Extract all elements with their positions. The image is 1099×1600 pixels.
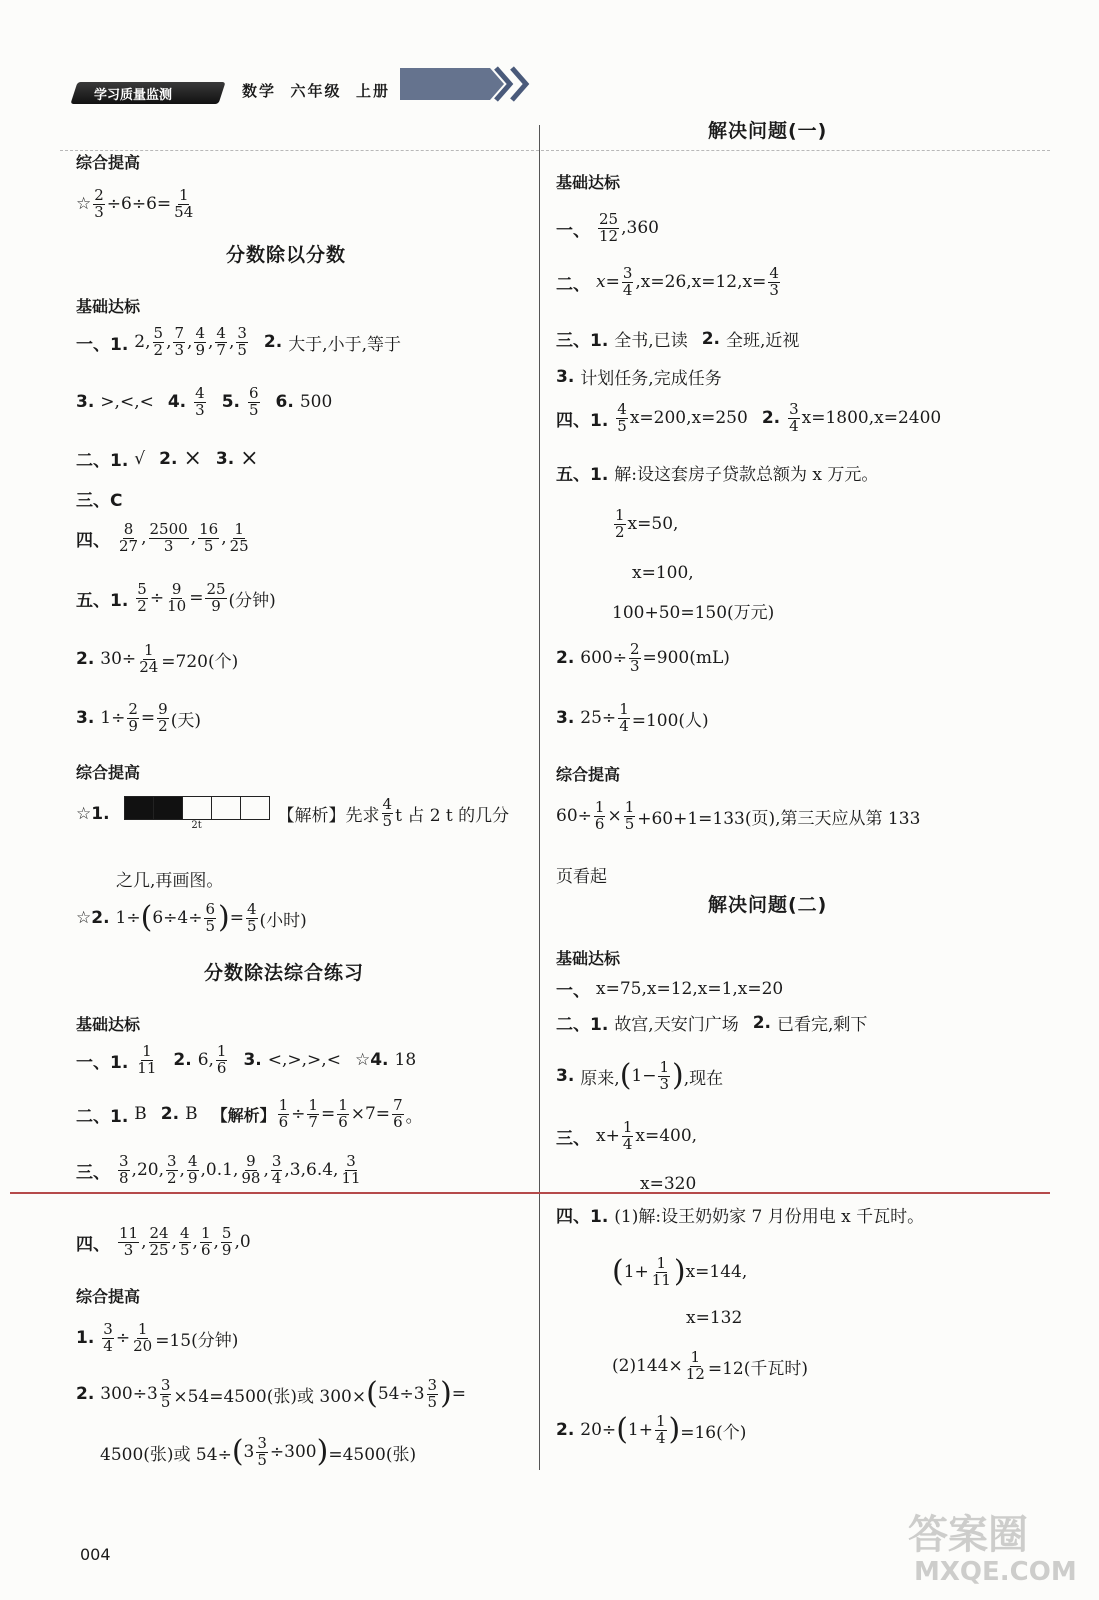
- cross-icon: ×: [240, 446, 259, 471]
- answer-line: 一、1. $\frac{1}{11}$ 2. 6, $\frac{1}{6}$ 3. <,>,>,< ☆4. 18: [76, 1042, 417, 1077]
- answer-line: 二、1. 故宫,天安门广场 2. 已看完,剩下: [556, 1012, 868, 1035]
- answer-line: 3. 25÷ $\frac{1}{4}$ =100(人): [556, 700, 709, 735]
- cross-icon: ×: [183, 446, 202, 471]
- answer-line: 一、1. 2, $\frac{5}{2}$ , $\frac{7}{3}$ , $\frac{4}{9}$ , $\frac{4}{7}$ , $\frac{3}{5}$ 2. 大于,小于,等于: [76, 324, 401, 359]
- answer-line: x=320: [640, 1174, 697, 1194]
- answer-line: 三、1. 全书,已读 2. 全班,近视: [556, 328, 800, 351]
- answer-line: 4500(张)或 54÷ ( 3 $\frac{3}{5}$ ÷300 ) =4500(张): [100, 1434, 417, 1470]
- answer-line: 2. 20÷ ( 1+ $\frac{1}{4}$ ) =16(个): [556, 1412, 747, 1448]
- answer-line: ( 1+ $\frac{1}{11}$ ) x=144,: [612, 1254, 748, 1290]
- answer-line: 五、1. 解:设这套房子贷款总额为 x 万元。: [556, 465, 879, 485]
- answer-line: 3. 1÷ $\frac{2}{9}$ = $\frac{9}{2}$ (天): [76, 700, 201, 735]
- watermark-title: 答案圈: [908, 1512, 1028, 1558]
- answer-line: 四、1. (1)解:设王奶奶家 7 月份用电 x 千瓦时。: [556, 1207, 925, 1227]
- answer-line: 一、 $\frac{25}{12}$ ,360: [556, 210, 659, 245]
- section-title: 分数除法综合练习: [204, 962, 365, 984]
- section-heading: 基础达标: [556, 173, 621, 192]
- answer-line: 2. 600÷ $\frac{2}{3}$ =900(mL): [556, 640, 730, 675]
- left-column: [0, 0, 540, 1600]
- section-heading: 基础达标: [76, 297, 141, 316]
- watermark-url: MXQE.COM: [914, 1557, 1077, 1587]
- page-number: 004: [80, 1545, 111, 1564]
- fraction: $\frac{2}{3}$: [94, 186, 104, 221]
- answer-line: 二、 x= $\frac{3}{4}$ ,x=26,x=12,x= $\frac{4}{3}$: [556, 264, 779, 299]
- answer-line: ☆2. 1÷ ( 6÷4÷ $\frac{6}{5}$ ) = $\frac{4}{5}$ (小时): [76, 900, 307, 936]
- answer-line: 四、 $\frac{11}{3}$ , $\frac{24}{25}$ , $\frac{4}{5}$ , $\frac{1}{6}$ , $\frac{5}{9}$ ,0: [76, 1224, 251, 1259]
- answer-line: $\frac{1}{2}$ x=50,: [615, 506, 679, 541]
- tape-diagram: 2t: [124, 796, 270, 831]
- section-heading: 基础达标: [76, 1015, 141, 1034]
- answer-line: 页看起: [556, 867, 607, 887]
- answer-line: 二、1. √ 2. × 3. ×: [76, 446, 259, 471]
- watermark-logo: [900, 1500, 1090, 1590]
- header-grade: 六年级: [290, 82, 342, 100]
- star-icon: ☆: [76, 194, 92, 215]
- answer-line: 五、1. $\frac{5}{2}$ ÷ $\frac{9}{10}$ = $\frac{25}{9}$ (分钟): [76, 580, 276, 615]
- section-heading: 综合提高: [76, 1287, 141, 1306]
- answer-line: 100+50=150(万元): [612, 603, 775, 623]
- answer-line: (2)144× $\frac{1}{12}$ =12(千瓦时): [612, 1348, 809, 1383]
- answer-line: 1. $\frac{3}{4}$ ÷ $\frac{1}{20}$ =15(分钟): [76, 1320, 239, 1355]
- fraction: $\frac{1}{54}$: [174, 186, 194, 221]
- section-heading: 综合提高: [76, 763, 141, 782]
- answer-line: 3. 计划任务,完成任务: [556, 366, 722, 389]
- section-title: 解决问题(二): [708, 894, 828, 916]
- answer-line: 四、1. $\frac{4}{5}$ x=200,x=250 2. $\frac{3}{4}$ x=1800,x=2400: [556, 400, 942, 435]
- answer-line: ☆1. 2t 【解析】先求 $\frac{4}{5}$ t 占 2 t 的几分: [76, 795, 510, 831]
- answer-line: x=132: [686, 1308, 743, 1328]
- header-subject: 数学: [242, 82, 277, 100]
- header-series: 学习质量监测: [94, 88, 173, 103]
- check-icon: √: [134, 448, 146, 469]
- section-title: 解决问题(一): [708, 120, 828, 142]
- answer-line: 3. 原来, ( 1− $\frac{1}{3}$ ) ,现在: [556, 1058, 724, 1094]
- answer-line: 60÷ $\frac{1}{6}$ × $\frac{1}{5}$ +60+1=133(页),第三天应从第 133: [556, 798, 921, 833]
- answer-line: 2. 300÷3 $\frac{3}{5}$ ×54=4500(张)或 300× ( 54÷3 $\frac{3}{5}$ ) =: [76, 1376, 467, 1412]
- answer-line: 四、 $\frac{8}{27}$ , $\frac{2500}{3}$ , $\frac{16}{5}$ , $\frac{1}{25}$: [76, 520, 249, 555]
- section-heading: 综合提高: [76, 153, 141, 172]
- answer-line: x=100,: [632, 563, 694, 583]
- answer-line: 2. 30÷ $\frac{1}{24}$ =720(个): [76, 641, 239, 676]
- answer-line: 3. >,<,< 4. $\frac{4}{3}$ 5. $\frac{6}{5}$ 6. 500: [76, 384, 333, 419]
- answer-line: 三、C: [76, 491, 123, 511]
- answer-line: 二、1. B 2. B 【解析】 $\frac{1}{6}$ ÷ $\frac{1}{7}$ = $\frac{1}{6}$ ×7= $\frac{7}{6}$ 。: [76, 1096, 423, 1131]
- section-heading: 综合提高: [556, 765, 621, 784]
- section-heading: 基础达标: [556, 949, 621, 968]
- answer-line: 一、 x=75,x=12,x=1,x=20: [556, 978, 784, 1001]
- right-column: [540, 0, 1099, 1600]
- answer-line: 之几,再画图。: [116, 871, 224, 891]
- section-title: 分数除以分数: [226, 244, 347, 266]
- answer-line: 三、 $\frac{3}{8}$ ,20, $\frac{3}{2}$ , $\frac{4}{9}$ ,0.1, $\frac{9}{98}$ , $\frac{3}{4}$ ,3,6.4, $\frac{3}{11}$: [76, 1152, 361, 1187]
- answer-line: ☆ $\frac{2}{3}$ ÷6÷6= $\frac{1}{54}$: [76, 186, 194, 221]
- header-volume: 上册: [355, 82, 390, 100]
- answer-line: 三、 x+ $\frac{1}{4}$ x=400,: [556, 1118, 698, 1153]
